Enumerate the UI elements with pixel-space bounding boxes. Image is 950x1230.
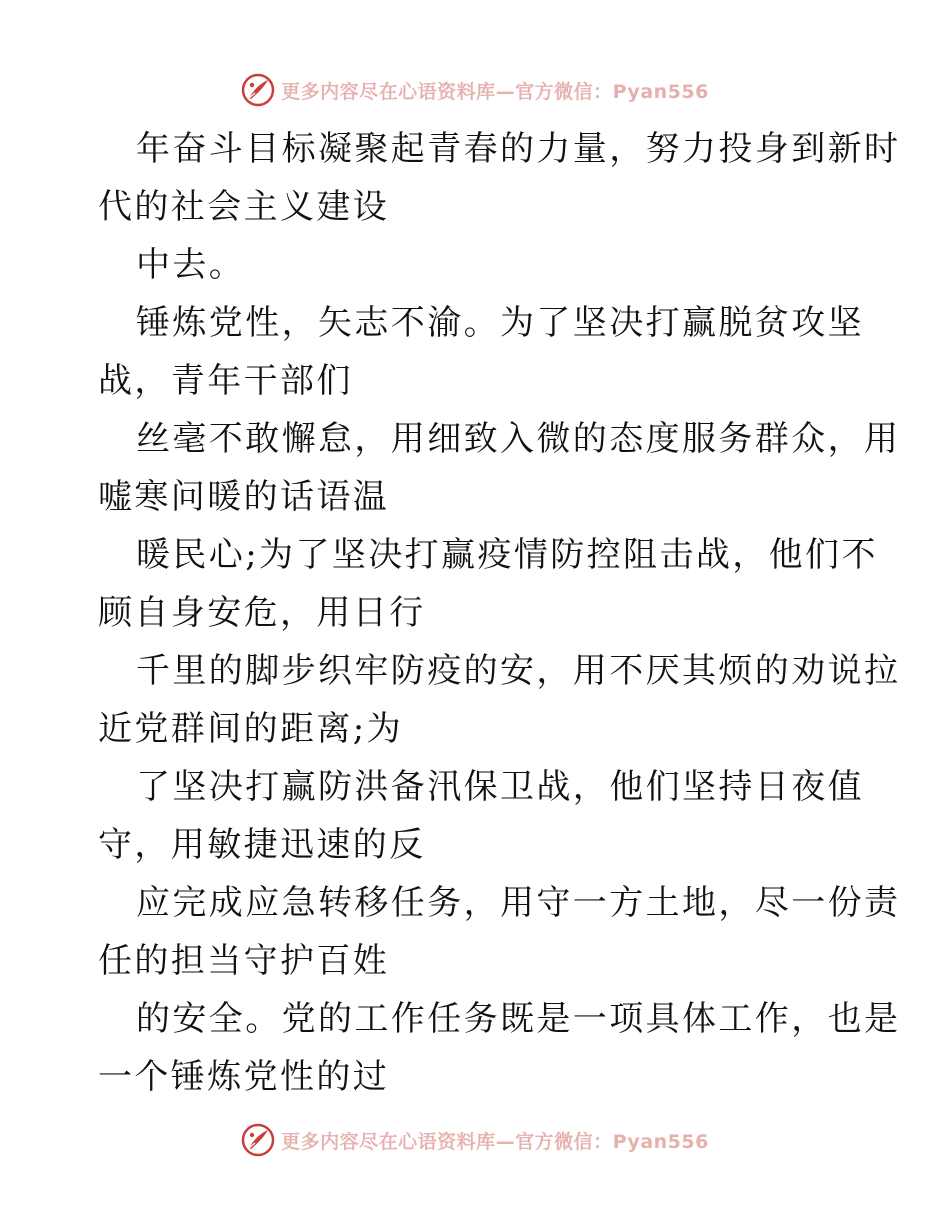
text-line: 守，用敏捷迅速的反 xyxy=(98,825,426,865)
quill-pen-logo-icon xyxy=(241,1123,275,1157)
text-line: 一个锤炼党性的过 xyxy=(98,1057,390,1097)
text-line: 应完成应急转移任务，用守一方土地，尽一份责 xyxy=(136,883,901,923)
text-line: 丝毫不敢懈怠，用细致入微的态度服务群众，用 xyxy=(136,419,901,459)
text-line: 中去。 xyxy=(136,245,246,285)
quill-pen-logo-icon xyxy=(241,73,275,107)
text-line: 年奋斗目标凝聚起青春的力量，努力投身到新时 xyxy=(136,129,901,169)
text-line: 战，青年干部们 xyxy=(98,361,353,401)
text-line: 锤炼党性，矢志不渝。为了坚决打赢脱贫攻坚 xyxy=(136,303,864,343)
document-body xyxy=(98,120,901,1106)
watermark-text: 更多内容尽在心语资料库—官方微信：Pyan556 xyxy=(281,80,709,103)
text-line: 了坚决打赢防洪备汛保卫战，他们坚持日夜值 xyxy=(136,767,864,807)
text-line: 的安全。党的工作任务既是一项具体工作，也是 xyxy=(136,999,901,1039)
footer-watermark xyxy=(0,1120,950,1160)
watermark-text: 更多内容尽在心语资料库—官方微信：Pyan556 xyxy=(281,1130,709,1153)
header-watermark xyxy=(0,70,950,110)
text-line: 代的社会主义建设 xyxy=(98,187,390,227)
text-line: 千里的脚步织牢防疫的安，用不厌其烦的劝说拉 xyxy=(136,651,901,691)
text-line: 暖民心;为了坚决打赢疫情防控阻击战，他们不 xyxy=(136,535,878,575)
text-line: 任的担当守护百姓 xyxy=(98,941,390,981)
text-line: 顾自身安危，用日行 xyxy=(98,593,426,633)
text-line: 嘘寒问暖的话语温 xyxy=(98,477,390,517)
text-line: 近党群间的距离;为 xyxy=(98,709,404,749)
